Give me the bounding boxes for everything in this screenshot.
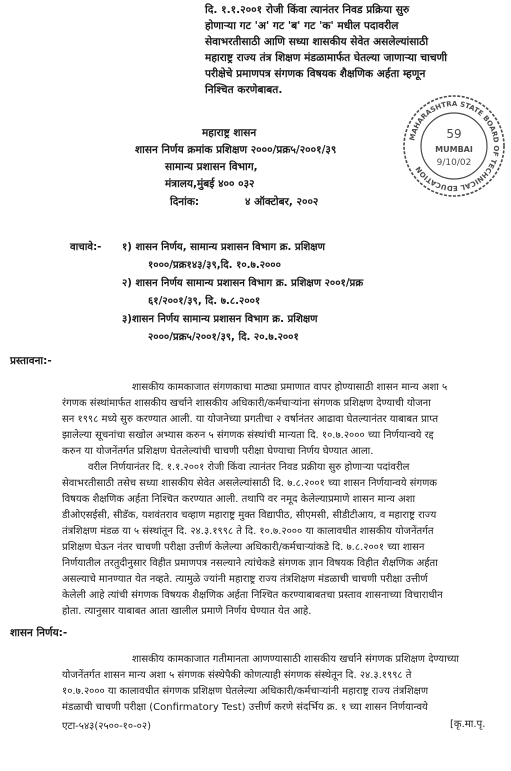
official-seal-stamp [400, 92, 508, 200]
department-name: सामान्य प्रशासन विभाग, [165, 161, 258, 173]
reference-3-line-1: ३)शासन निर्णय सामान्य प्रशासन विभाग क्र. प्रशिक्षण [122, 314, 318, 325]
decision-label: शासन निर्णय:- [10, 627, 68, 639]
govt-title: महाराष्ट्र शासन [202, 127, 257, 139]
seal-date: 9/10/02 [436, 158, 472, 168]
reference-3-line-2: २०००/प्रक्र५/२००१/३९, दि. २०.७.२००१ [148, 332, 299, 343]
subject-line-4: महाराष्ट्र राज्य तंत्र शिक्षण मंडळामार्फत घेतल्या जाणाऱ्या चाचणी [205, 52, 448, 64]
decision-line-1: शासकीय कामकाजात गतीमानता आणण्यासाठी शासकीय खर्चाने संगणक प्रशिक्षण देण्याच्या [132, 654, 460, 665]
decision-line-3: १०.७.२००० या कालावधीत संगणक प्रशिक्षण घेतलेल्या अधिकारी/कर्मचाऱ्यांनी महाराष्ट्र राज्य तंत्रशिक्षण [62, 686, 429, 697]
department-address: मंत्रालय,मुंबई ४०० ०३२ [165, 178, 255, 190]
reference-2-line-1: २) शासन निर्णय सामान्य प्रशासन विभाग क्र. प्रशिक्षण २००१/प्रक्र [122, 278, 364, 289]
footer-print-code: एटा-५४३(२५००-१०-०२) [62, 721, 151, 732]
preamble-line-10: तंत्रशिक्षण मंडळ या ५ संस्थांतून दि. २४.३.१९९८ ते दि. १०.७.२००० या कालावधीत शासकीय योजनेंतर्गत [62, 526, 434, 537]
subject-line-5: परीक्षेचे प्रमाणपत्र संगणक विषयक शैक्षणिक अर्हता म्हणून [205, 68, 426, 80]
preamble-line-14: केलेली आहे त्यांची संगणक विषयक शैक्षणिक अर्हता निश्चित करण्याबाबतचा प्रस्ताव शासनाच्या विचाराधीन [62, 590, 443, 601]
footer-continued-mark: [कृ.मा.पृ. [450, 719, 486, 730]
preamble-line-5: करुन या योजनेंतर्गत प्रशिक्षण घेतलेल्यांची चाचणी परीक्षा घेण्याचा निर्णय घेण्यात आला. [62, 446, 374, 457]
subject-line-2: होणाऱ्या गट 'अ' गट 'ब' गट 'क' मधील पदावरील [205, 20, 399, 32]
seal-ring-text: MAHARASHTRA STATE BOARD OF TECHNICAL EDUCATION [408, 99, 501, 193]
preamble-line-12: निर्णयातील तरतुदीनुसार विहीत प्रमाणपत्र नसल्याने त्यांचेकडे संगणक ज्ञान विषयक विहीत शैक्षणिक अर्हता [62, 558, 438, 569]
preamble-line-2: रंगणक संस्थांमार्फत शासकीय खर्चाने शासकीय अधिकारी/कर्मचाऱ्यांना संगणक प्रशिक्षण देण्याची योजना [62, 398, 431, 409]
preamble-line-7: सेवाभरतीसाठी तसेच सध्या शासकीय सेवेत असलेल्यांसाठी दि. ७.८.२००१ च्या शासन निर्णयान्वये संगणक [62, 478, 437, 489]
preamble-line-1: शासकीय कामकाजात संगणकाचा माठ्या प्रमाणात वापर होण्यासाठी शासन मान्य अशा ५ [132, 382, 448, 393]
decision-line-4: मंडळाची चाचणी परीक्षा (Confirmatory Test) उत्तीर्ण करणे संदर्भिय क्र. १ च्या शासन निर्णयान्वये [62, 702, 428, 713]
preamble-label: प्रस्तावना:- [10, 355, 52, 367]
references-label: वाचावे:- [70, 242, 102, 253]
gr-number: शासन निर्णय क्रमांक प्रशिक्षण २०००/प्रक्र५/२००१/३९ [135, 144, 337, 156]
reference-1-line-1: १) शासन निर्णय, सामान्य प्रशासन विभाग क्र. प्रशिक्षण [122, 242, 325, 253]
subject-line-3: सेवाभरतीसाठी आणि सध्या शासकीय सेवेत असलेल्यांसाठी [205, 36, 429, 48]
subject-line-1: दि. १.१.२००१ रोजी किंवा त्यानंतर निवड प्रक्रिया सुरु [205, 4, 410, 16]
subject-line-6: निश्चित करणेबाबत. [205, 84, 283, 96]
preamble-line-3: सन १९९८ मध्ये सुरु करण्यात आली. या योजनेच्या प्रगतीचा २ वर्षानंतर आढावा घेतल्यानंतर याबाबत प्राप्त [62, 414, 439, 425]
seal-number: 59 [446, 127, 462, 141]
date-value: ४ ऑक्टोबर, २००२ [245, 196, 319, 208]
preamble-line-15: होता. त्यानुसार याबाबत आता खालील प्रमाणे निर्णय घेण्यात येत आहे. [62, 606, 312, 617]
preamble-line-4: झालेल्या सूचनांचा सखोल अभ्यास करुन ५ संगणक संस्थांची मान्यता दि. १०.७.२००० च्या निर्णयान्वये रद्द [62, 430, 434, 441]
preamble-line-9: डीओएसईसी, सीडॅक, यशवंतराव चव्हाण महाराष्ट्र मुक्त विद्यापीठ, सीएमसी, सीडीटीआय, व महाराष्ट्र राज्य [62, 510, 437, 521]
preamble-line-8: विषयक शैक्षणिक अर्हता निश्चित करण्यात आली. तथापि वर नमूद केलेल्याप्रमाणे शासन मान्य अशा [62, 494, 416, 505]
date-label: दिनांक: [170, 196, 200, 208]
preamble-line-6: वरील निर्णयानंतर दि. १.१.२००१ रोजी किंवा त्यानंतर निवड प्रक्रीया सुरु होणाऱ्या पदांवरील [88, 462, 410, 473]
preamble-line-11: प्रशिक्षण घेऊन नंतर चाचणी परीक्षा उत्तीर्ण केलेल्या अधिकारी/कर्मचाऱ्यांकडे दि. ७.८.२००१ च्या शासन [62, 542, 425, 553]
seal-city: MUMBAI [435, 145, 473, 154]
reference-2-line-2: ६१/२००१/३९, दि. ७.८.२००१ [148, 296, 261, 307]
preamble-line-13: असल्याचे मानण्यात येत नव्हते. त्यामुळे ज्यांनी महाराष्ट्र राज्य तंत्रशिक्षण मंडळाची चाचणी परीक्षा उत्तीर्ण [62, 574, 428, 585]
decision-line-2: योजनेंतर्गत शासन मान्य अशा ५ संगणक संस्थेपैकी कोणत्याही संगणक संस्थेतून दि. २४.३.१९९८ ते [62, 670, 412, 681]
reference-1-line-2: १०००/प्रक्र१४३/३९,दि. १०.७.२००० [148, 260, 281, 271]
